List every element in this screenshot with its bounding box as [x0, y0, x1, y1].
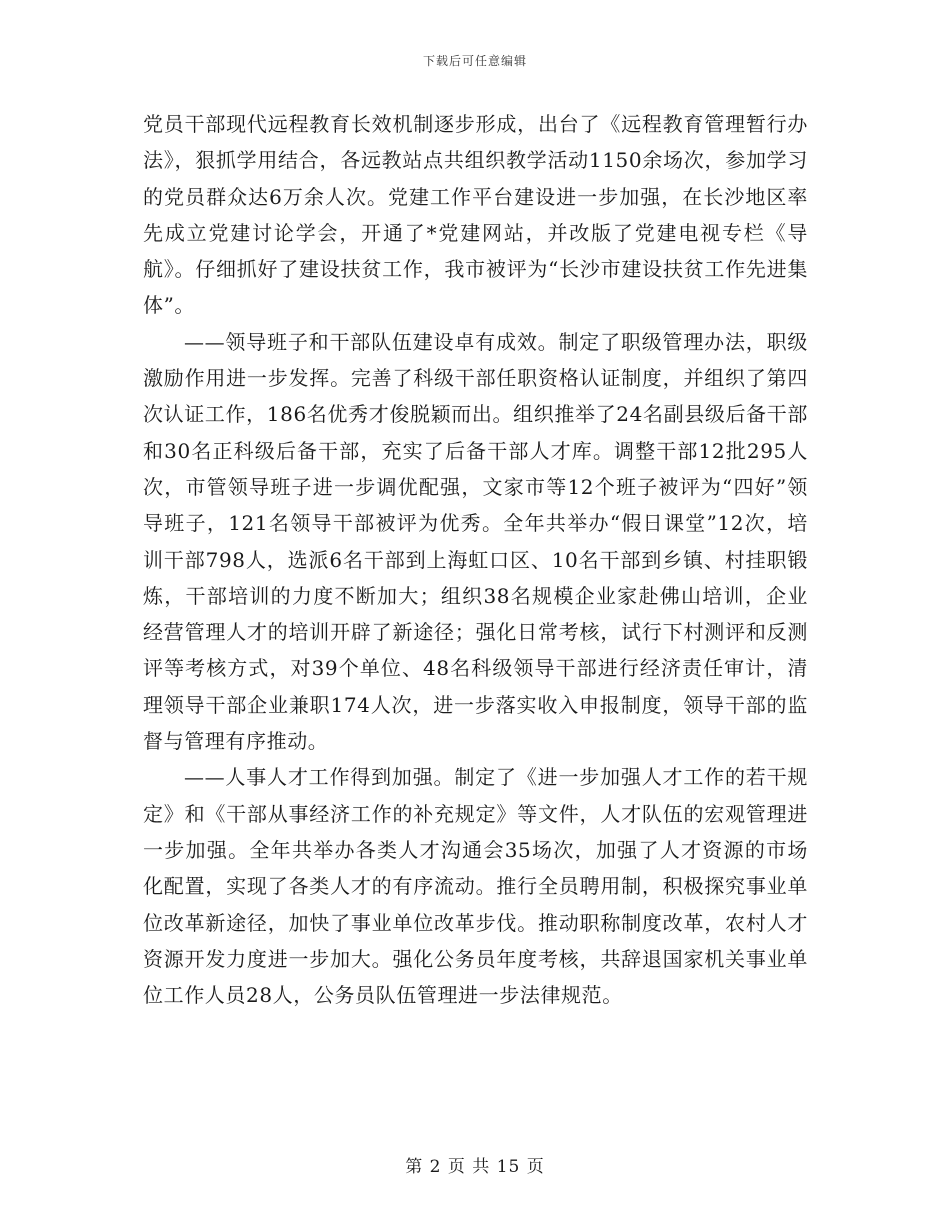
body-paragraph-3: ——人事人才工作得到加强。制定了《进一步加强人才工作的若干规定》和《干部从事经济工作的补充规定》等文件，人才队伍的宏观管理进一步加强。全年共举办各类人才沟通会35场次，加强了人才资源的市场化配置，实现了各类人才的有序流动。推行全员聘用制，积极探究事业单位改革新途径，加快了事业单位改革步伐。推动职称制度改革，农村人才资源开发力度进一步加大。强化公务员年度考核，共辞退国家机关事业单位工作人员28人，公务员队伍管理进一步法律规范。 — [143, 765, 808, 1008]
document-body — [143, 106, 808, 1013]
page-number: 第 2 页 共 15 页 — [405, 1157, 545, 1177]
header-note: 下载后可任意编辑 — [422, 54, 527, 68]
body-paragraph-2: ——领导班子和干部队伍建设卓有成效。制定了职级管理办法，职级激励作用进一步发挥。完善了科级干部任职资格认证制度，并组织了第四次认证工作，186名优秀才俊脱颖而出。组织推举了24名副县级后备干部和30名正科级后备干部，充实了后备干部人才库。调整干部12批295人次，市管领导班子进一步调优配强，文家市等12个班子被评为“四好”领导班子，121名领导干部被评为优秀。全年共举办“假日课堂”12次，培训干部798人，选派6名干部到上海虹口区、10名干部到乡镇、村挂职锻炼，干部培训的力度不断加大；组织38名规模企业家赴佛山培训，企业经营管理人才的培训开辟了新途径；强化日常考核，试行下村测评和反测评等考核方式，对39个单位、48名科级领导干部进行经济责任审计，清理领导干部企业兼职174人次，进一步落实收入申报制度，领导干部的监督与管理有序推动。 — [143, 329, 808, 754]
body-paragraph-1: 党员干部现代远程教育长效机制逐步形成，出台了《远程教育管理暂行办法》，狠抓学用结合，各远教站点共组织教学活动1150余场次，参加学习的党员群众达6万余人次。党建工作平台建设进一步加强，在长沙地区率先成立党建讨论学会，开通了*党建网站，并改版了党建电视专栏《导航》。仔细抓好了建设扶贫工作，我市被评为“长沙市建设扶贫工作先进集体”。 — [143, 112, 808, 318]
